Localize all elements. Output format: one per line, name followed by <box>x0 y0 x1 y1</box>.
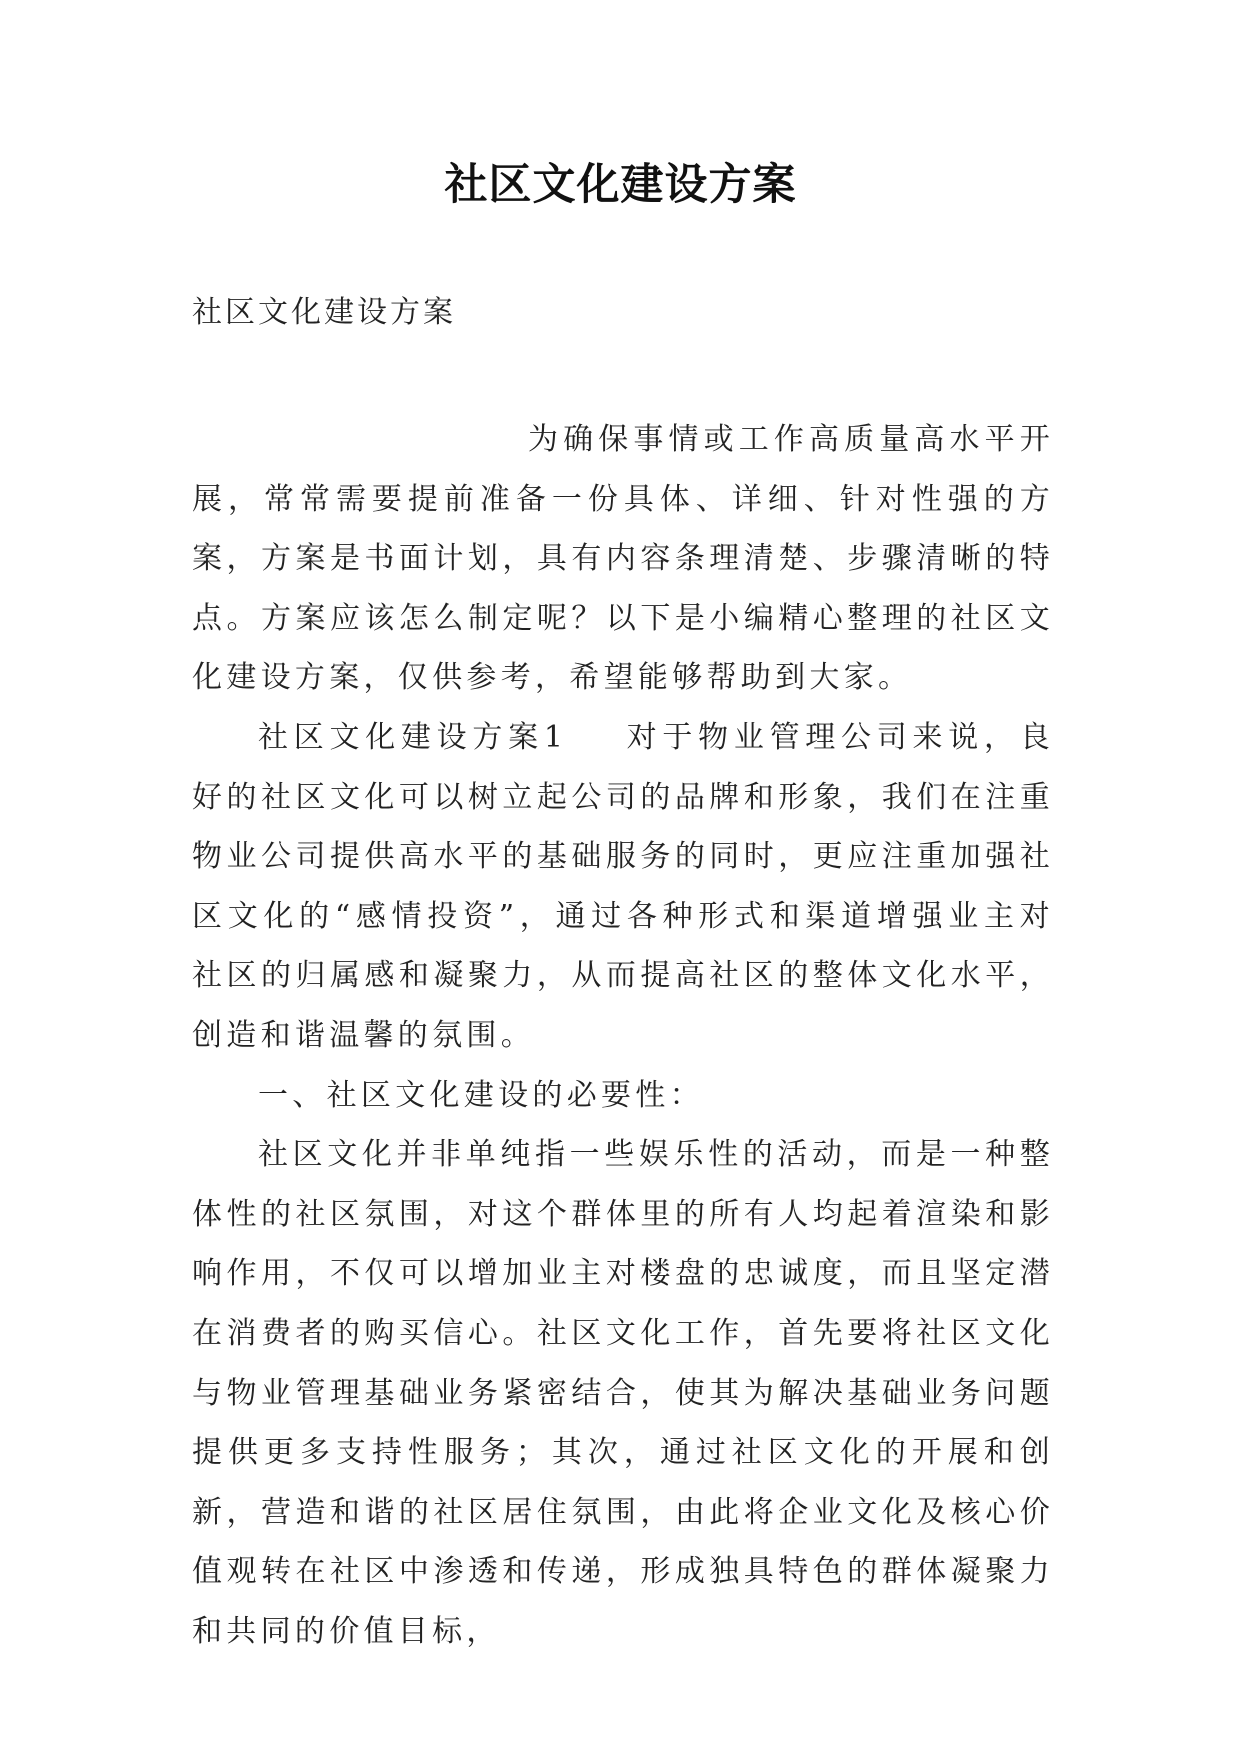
document-title: 社区文化建设方案 <box>444 160 797 210</box>
section-1-heading: 社区文化建设方案1 <box>258 719 568 755</box>
section-1-paragraph <box>192 708 1054 1066</box>
point-1-paragraph: 社区文化并非单纯指一些娱乐性的活动，而是一种整体性的社区氛围，对这个群体里的所有人均起着渲染和影响作用，不仅可以增加业主对楼盘的忠诚度，而且坚定潜在消费者的购买信心。社区文化工作，首先要将社区文化与物业管理基础业务紧密结合，使其为解决基础业务问题提供更多支持性服务；其次，通过社区文化的开展和创新，营造和谐的社区居住氛围，由此将企业文化及核心价值观转在社区中渗透和传递，形成独具特色的群体凝聚力和共同的价值目标， <box>192 1137 1054 1649</box>
document-subtitle: 社区文化建设方案 <box>192 295 456 330</box>
intro-paragraph: 为确保事情或工作高质量高水平开展，常常需要提前准备一份具体、详细、针对性强的方案，方案是书面计划，具有内容条理清楚、步骤清晰的特点。方案应该怎么制定呢？以下是小编精心整理的社区文化建设方案，仅供参考，希望能够帮助到大家。 <box>192 422 1054 696</box>
section-1-text: 对于物业管理公司来说，良好的社区文化可以树立起公司的品牌和形象，我们在注重物业公司提供高水平的基础服务的同时，更应注重加强社区文化的“感情投资”，通过各种形式和渠道增强业主对社区的归属感和凝聚力，从而提高社区的整体文化水平，创造和谐温馨的氛围。 <box>192 719 1054 1053</box>
point-1-heading: 一、社区文化建设的必要性： <box>258 1077 704 1113</box>
document-body <box>192 410 1054 1661</box>
